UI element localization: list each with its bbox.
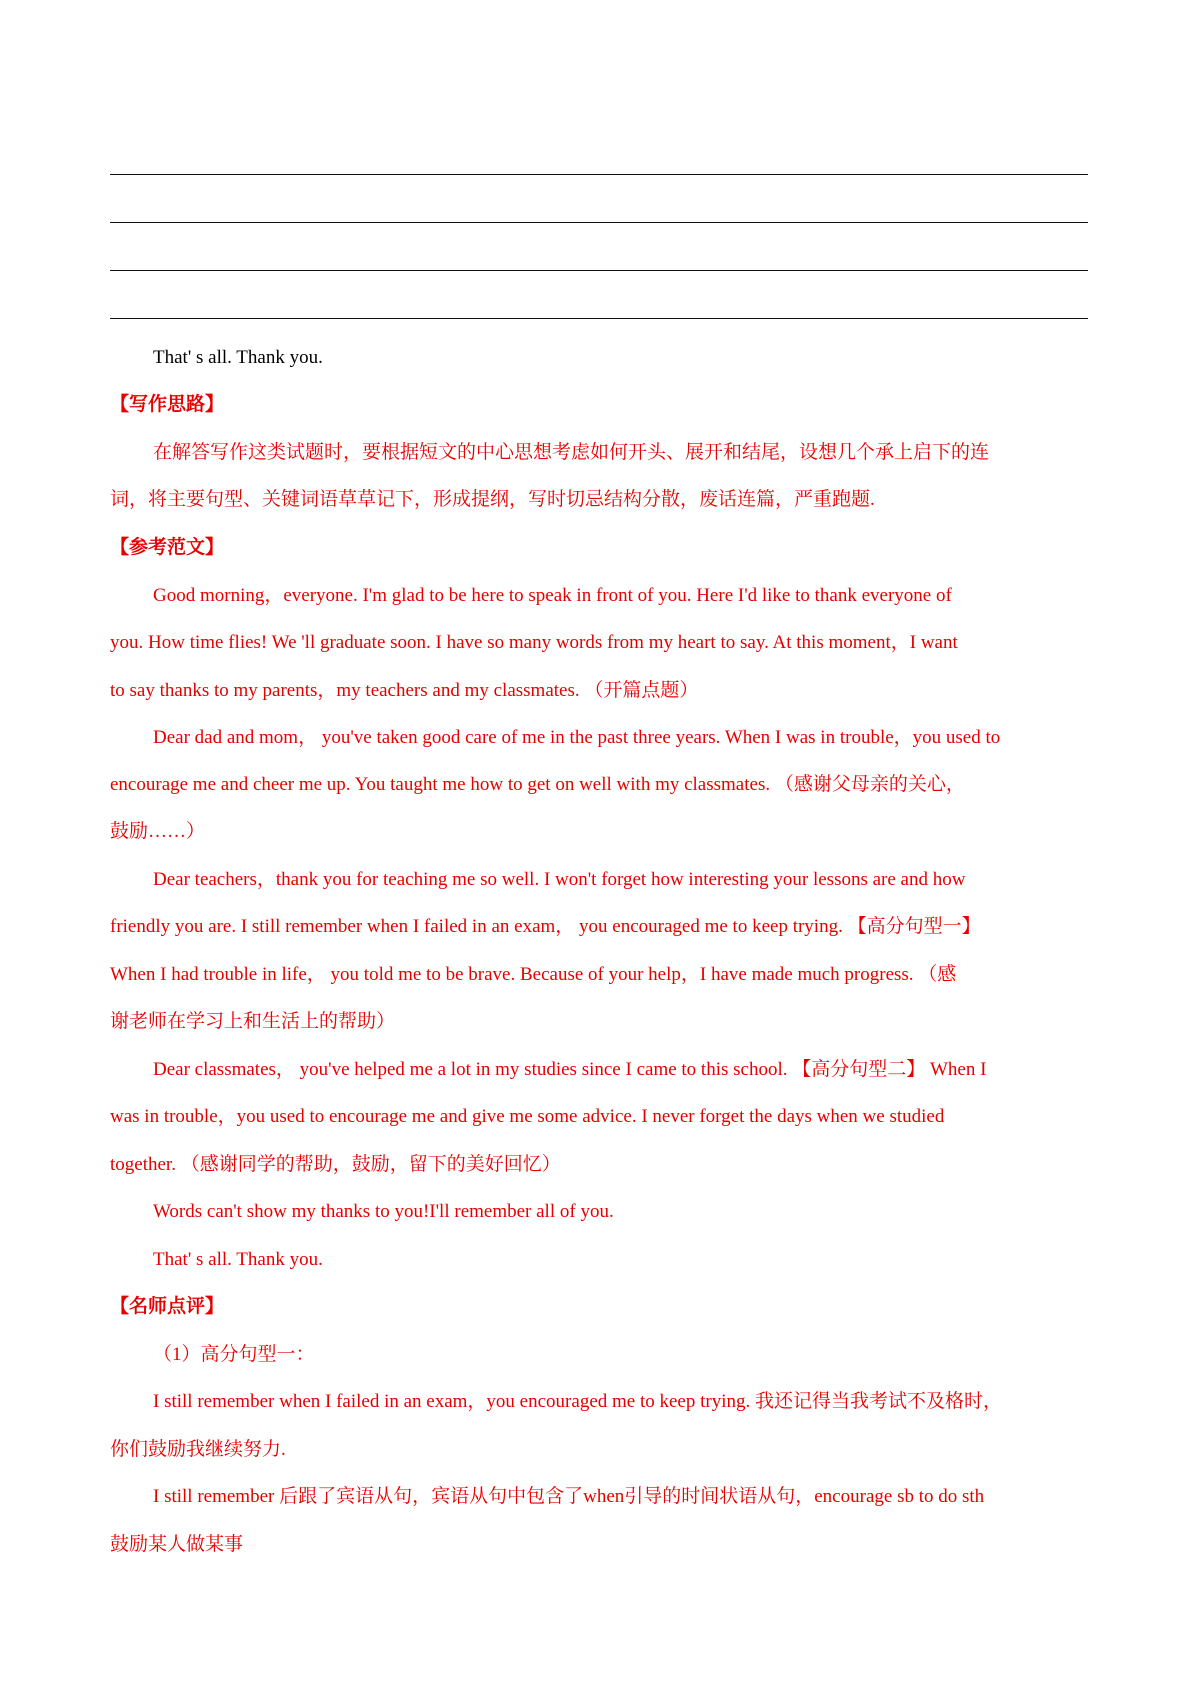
closing-prompt: That' s all. Thank you. bbox=[153, 347, 323, 368]
model-essay-line: Words can't show my thanks to you!I'll remember all of you. bbox=[153, 1201, 614, 1222]
model-essay-line: That' s all. Thank you. bbox=[153, 1249, 323, 1270]
model-essay-line: Dear classmates， you've helped me a lot in my studies since I came to this school. 【高分句型二】 When I bbox=[153, 1059, 987, 1080]
section-heading-teacher-comment: 【名师点评】 bbox=[110, 1296, 225, 1317]
section-heading-writing-approach: 【写作思路】 bbox=[110, 394, 225, 415]
teacher-comment-line: （1）高分句型一： bbox=[153, 1344, 315, 1365]
writing-approach-line: 在解答写作这类试题时，要根据短文的中心思想考虑如何开头、展开和结尾，设想几个承上启下的连 bbox=[153, 442, 990, 463]
answer-blank-line[interactable] bbox=[110, 318, 1088, 319]
model-essay-line: Good morning，everyone. I'm glad to be here to speak in front of you. Here I'd like to thank everyone of bbox=[153, 585, 952, 606]
teacher-comment-line: I still remember when I failed in an exam，you encouraged me to keep trying. 我还记得当我考试不及格时， bbox=[153, 1391, 1002, 1412]
model-essay-line: encourage me and cheer me up. You taught me how to get on well with my classmates. （感谢父母亲的关心， bbox=[110, 774, 965, 795]
section-heading-model-essay: 【参考范文】 bbox=[110, 537, 225, 558]
model-essay-line: was in trouble，you used to encourage me and give me some advice. I never forget the days when we studied bbox=[110, 1106, 945, 1127]
model-essay-line: Dear dad and mom， you've taken good care of me in the past three years. When I was in trouble，you used to bbox=[153, 727, 1001, 748]
model-essay-line: friendly you are. I still remember when I failed in an exam， you encouraged me to keep trying. 【高分句型一】 bbox=[110, 916, 981, 937]
model-essay-line: together. （感谢同学的帮助，鼓励，留下的美好回忆） bbox=[110, 1154, 561, 1175]
answer-blank-line[interactable] bbox=[110, 174, 1088, 175]
writing-approach-line: 词，将主要句型、关键词语草草记下，形成提纲，写时切忌结构分散，废话连篇，严重跑题. bbox=[110, 489, 875, 510]
answer-blank-line[interactable] bbox=[110, 222, 1088, 223]
teacher-comment-line: 鼓励某人做某事 bbox=[110, 1534, 244, 1555]
teacher-comment-line: I still remember 后跟了宾语从句，宾语从句中包含了when引导的时间状语从句，encourage sb to do sth bbox=[153, 1486, 985, 1507]
model-essay-line: When I had trouble in life， you told me to be brave. Because of your help，I have made much progress. （感 bbox=[110, 964, 957, 985]
model-essay-line: you. How time flies! We 'll graduate soon. I have so many words from my heart to say. At this moment，I want bbox=[110, 632, 958, 653]
model-essay-line: 鼓励……） bbox=[110, 821, 206, 842]
model-essay-line: Dear teachers，thank you for teaching me so well. I won't forget how interesting your lessons are and how bbox=[153, 869, 966, 890]
model-essay-line: 谢老师在学习上和生活上的帮助） bbox=[110, 1011, 396, 1032]
model-essay-line: to say thanks to my parents，my teachers and my classmates. （开篇点题） bbox=[110, 680, 699, 701]
answer-blank-line[interactable] bbox=[110, 270, 1088, 271]
teacher-comment-line: 你们鼓励我继续努力. bbox=[110, 1439, 286, 1460]
